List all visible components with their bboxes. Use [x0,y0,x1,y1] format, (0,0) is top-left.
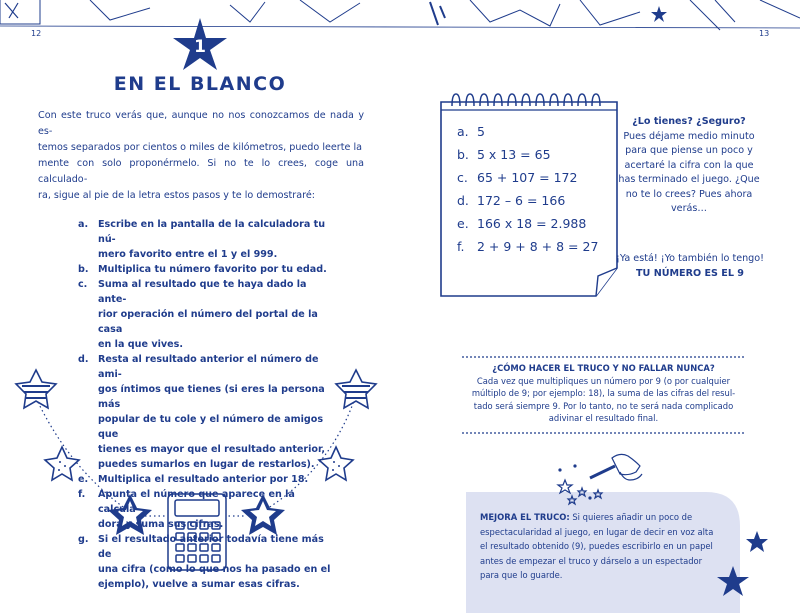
step-line: puedes sumarlos en lugar de restarlos). [98,459,315,470]
notebook-text: 166 x 18 = 2.988 [477,216,587,231]
side-line: has terminado el juego. ¿Que [618,174,760,185]
notebook-letter: d. [457,193,469,208]
notebook-line [457,193,612,216]
steps-list [78,217,338,592]
step-line: ejemplo), vuelve a sumar esas cifras. [98,579,300,590]
notebook-letter: e. [457,216,469,231]
notebook-line [457,239,612,262]
mejora-text [480,510,728,583]
side-line: para que piense un poco y [625,145,753,156]
mejora-line: antes de empezar el truco y dárselo a un espectador [480,555,703,566]
notebook-line [457,124,612,147]
star-icon [336,370,376,408]
notebook-text: 65 + 107 = 172 [477,170,578,185]
list-item [78,352,338,472]
side-line: acertaré la cifra con la que [624,159,754,171]
page-number-right: 13 [759,29,770,38]
notebook-line [457,170,612,193]
notebook-line [457,216,612,239]
notebook-text: 5 x 13 = 65 [477,147,551,162]
list-item [78,277,338,352]
intro-line: mente con solo proponérmelo. Si no te lo crees, coge una calculado- [38,158,364,185]
side-found: ¡Ya está! ¡Yo también lo tengo! [615,253,764,264]
side-line: no te lo crees? Pues ahora [625,188,753,200]
trick-line: Cada vez que multipliques un número por 9 (o por cualquier [476,375,731,386]
side-answer-block [610,252,770,281]
step-letter: f. [78,489,86,500]
star-icon [746,531,768,552]
step-line: una cifra (como lo que nos ha pasado en el [98,564,331,575]
page-number-left: 12 [31,29,42,38]
notebook-letter: b. [457,147,469,162]
page-title: EN EL BLANCO [113,73,287,95]
trick-heading: ¿CÓMO HACER EL TRUCO Y NO FALLAR NUNCA? [492,363,715,373]
step-line: Resta al resultado anterior el número de ami- [98,354,319,380]
star-icon [16,370,56,408]
notebook-letter: f. [457,239,465,254]
step-line: mero favorito entre el 1 y el 999. [98,249,278,260]
intro-line: ra, sigue al pie de la letra estos pasos y te lo demostraré: [38,190,315,201]
side-question-block [614,115,764,217]
mejora-line: para que lo guarde. [480,570,563,580]
notebook-text: 172 – 6 = 166 [477,193,566,208]
step-line: Multiplica tu número favorito por tu edad. [98,264,327,275]
list-item [78,262,338,277]
step-line: tienes es mayor que el resultado anterior, [98,444,325,455]
intro-line: Con este truco verás que, aunque no nos conozcamos de nada y es- [38,110,364,137]
trick-line: tado será siempre 9. Por lo tanto, no te será nada complicado [473,400,734,411]
notebook-line [457,147,612,170]
notebook-content [457,124,612,262]
step-letter: a. [78,219,89,230]
side-question: ¿Lo tienes? ¿Seguro? [632,116,746,127]
step-letter: g. [78,534,89,545]
intro-paragraph [38,108,364,204]
step-line: Escribe en la pantalla de la calculadora tu nú- [98,219,326,245]
notebook-text: 5 [477,124,485,139]
notebook-letter: c. [457,170,468,185]
trick-explanation [462,362,745,425]
step-line: gos íntimos que tienes (si eres la persona más [98,384,325,410]
step-line: en la que vives. [98,339,183,350]
mejora-line [480,510,728,525]
list-item [78,532,338,592]
list-item [78,217,338,262]
step-line: rior operación el número del portal de la casa [98,309,318,335]
side-line: verás… [671,203,707,214]
step-line: Apunta el número que aparece en la calcula- [98,489,295,515]
step-line: dora y suma sus cifras. [98,519,224,530]
notebook-letter: a. [457,124,469,139]
step-letter: d. [78,354,89,365]
trick-line: múltiplo de 9; por ejemplo: 18), la suma de las cifras del resul- [471,388,736,399]
step-letter: c. [78,279,88,290]
notebook-text: 2 + 9 + 8 + 8 = 27 [477,239,599,254]
step-line: Suma al resultado que te haya dado la ante- [98,279,307,305]
step-line: Si el resultado anterior todavía tiene más de [98,534,324,560]
step-line: popular de tu cole y el número de amigos que [98,414,324,440]
mejora-first: Si quieres añadir un poco de [569,512,693,522]
side-line: Pues déjame medio minuto [623,130,755,142]
step-letter: b. [78,264,89,275]
mejora-label: MEJORA EL TRUCO: [480,512,570,522]
side-answer: TU NÚMERO ES EL 9 [636,267,744,279]
step-letter: e. [78,474,89,485]
trick-line: adivinar el resultado final. [548,413,659,424]
top-banner [0,0,800,30]
intro-line: temos separados por cientos o miles de kilómetros, puedo leerte la [38,142,362,153]
mejora-line: espectacularidad al juego, en lugar de decir en voz alta [480,526,714,537]
list-item [78,472,338,487]
mejora-line: el resultado obtenido (9), puedes escribirlo en un papel [480,541,713,551]
list-item [78,487,338,532]
step-line: Multiplica el resultado anterior por 18. [98,474,309,485]
star-icon [651,6,667,22]
badge-number: 1 [194,37,206,57]
